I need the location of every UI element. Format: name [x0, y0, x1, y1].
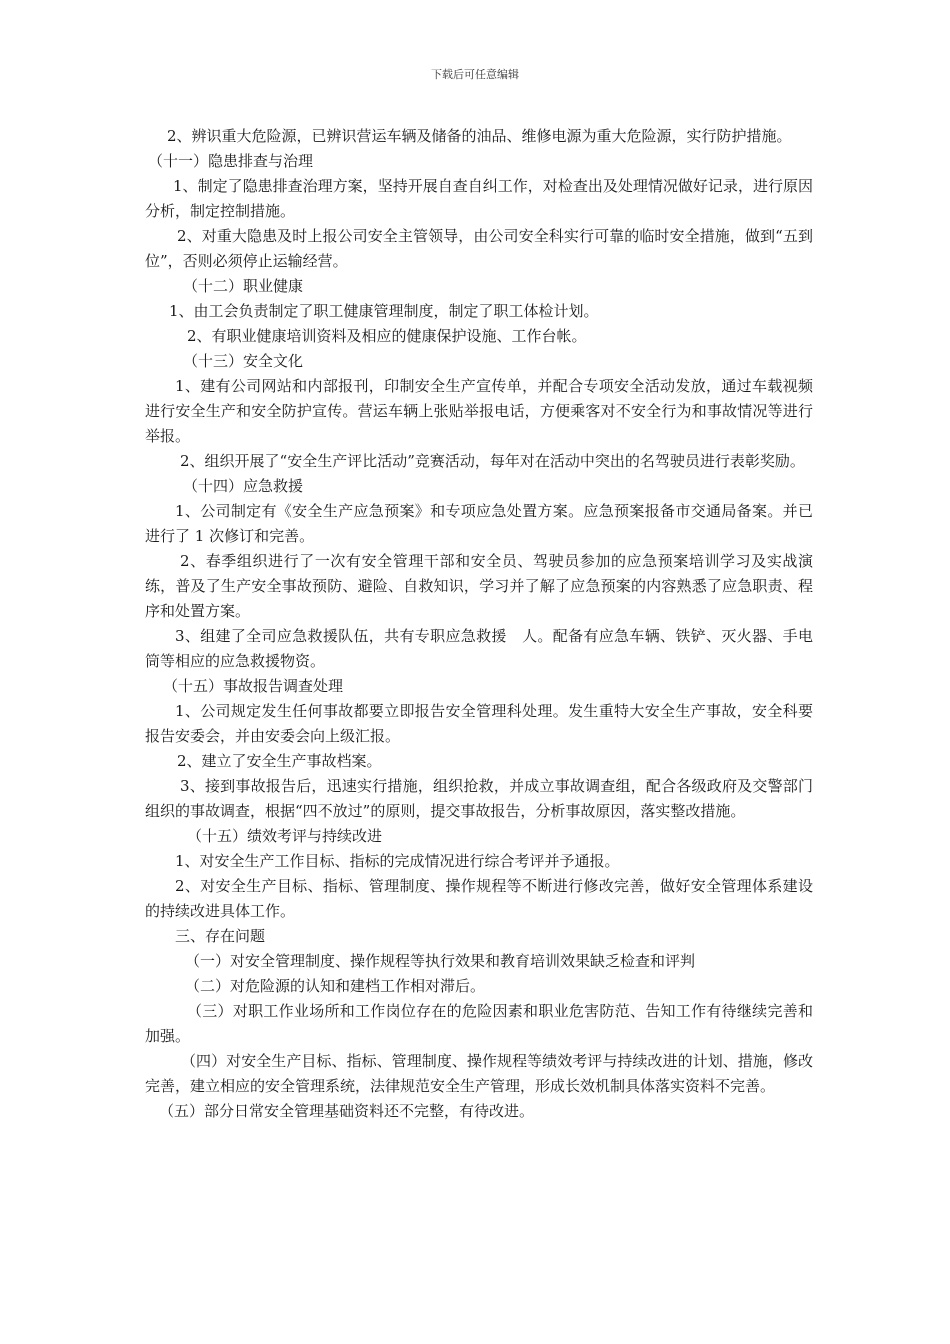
- section-heading: （十五）绩效考评与持续改进: [187, 827, 383, 845]
- issue-item: （三）对职工作业场所和工作岗位存在的危险因素和职业危害防范、告知工作有待继续完善和加强。: [145, 1002, 813, 1045]
- document-body: [145, 124, 813, 1124]
- paragraph: 3、组建了全司应急救援队伍，共有专职应急救援 人。配备有应急车辆、铁铲、灭火器、手电筒等相应的应急救援物资。: [145, 627, 813, 670]
- paragraph: 2、春季组织进行了一次有安全管理干部和安全员、驾驶员参加的应急预案培训学习及实战演练，普及了生产安全事故预防、避险、自救知识，学习并了解了应急预案的内容熟悉了应急职责、程序和处置方案。: [145, 552, 813, 620]
- section-heading: （十一）隐患排查与治理: [148, 152, 314, 170]
- paragraph: 1、由工会负责制定了职工健康管理制度，制定了职工体检计划。: [169, 302, 599, 320]
- section-heading: 三、存在问题: [175, 927, 266, 945]
- paragraph: 2、建立了安全生产事故档案。: [177, 752, 382, 770]
- paragraph: 1、公司规定发生任何事故都要立即报告安全管理科处理。发生重特大安全生产事故，安全科要报告安委会，并由安委会向上级汇报。: [145, 702, 813, 745]
- paragraph: 2、组织开展了“安全生产评比活动”竞赛活动，每年对在活动中突出的名驾驶员进行表彰奖励。: [180, 452, 805, 470]
- page-header: 下载后可任意编辑: [431, 68, 519, 81]
- paragraph: 2、对安全生产目标、指标、管理制度、操作规程等不断进行修改完善，做好安全管理体系建设的持续改进具体工作。: [145, 877, 813, 920]
- issue-item: （四）对安全生产目标、指标、管理制度、操作规程等绩效考评与持续改进的计划、措施，修改完善，建立相应的安全管理系统，法律规范安全生产管理，形成长效机制具体落实资料不完善。: [145, 1052, 813, 1095]
- section-heading: （十三）安全文化: [183, 352, 304, 370]
- paragraph: 2、辨识重大危险源，已辨识营运车辆及储备的油品、维修电源为重大危险源，实行防护措施。: [167, 127, 792, 145]
- paragraph: 2、有职业健康培训资料及相应的健康保护设施、工作台帐。: [187, 327, 587, 345]
- paragraph: 1、对安全生产工作目标、指标的完成情况进行综合考评并予通报。: [175, 852, 620, 870]
- issue-item: （一）对安全管理制度、操作规程等执行效果和教育培训效果缺乏检查和评判: [185, 952, 696, 970]
- paragraph: 2、对重大隐患及时上报公司安全主管领导，由公司安全科实行可靠的临时安全措施，做到“五到位”，否则必须停止运输经营。: [145, 227, 813, 270]
- section-heading: （十二）职业健康: [183, 277, 304, 295]
- paragraph: 1、公司制定有《安全生产应急预案》和专项应急处置方案。应急预案报备市交通局备案。并已进行了 1 次修订和完善。: [145, 502, 813, 545]
- issue-item: （二）对危险源的认知和建档工作相对滞后。: [185, 977, 486, 995]
- section-heading: （十四）应急救援: [183, 477, 304, 495]
- paragraph: 3、接到事故报告后，迅速实行措施，组织抢救，并成立事故调查组，配合各级政府及交警部门组织的事故调查，根据“四不放过”的原则，提交事故报告，分析事故原因，落实整改措施。: [145, 777, 813, 820]
- paragraph: 1、制定了隐患排查治理方案，坚持开展自查自纠工作，对检查出及处理情况做好记录，进行原因分析，制定控制措施。: [145, 177, 813, 220]
- section-heading: （十五）事故报告调查处理: [163, 677, 344, 695]
- paragraph: 1、建有公司网站和内部报刊，印制安全生产宣传单，并配合专项安全活动发放，通过车载视频进行安全生产和安全防护宣传。营运车辆上张贴举报电话，方便乘客对不安全行为和事故情况等进行举报。: [145, 377, 813, 445]
- issue-item: （五）部分日常安全管理基础资料还不完整，有待改进。: [159, 1102, 535, 1120]
